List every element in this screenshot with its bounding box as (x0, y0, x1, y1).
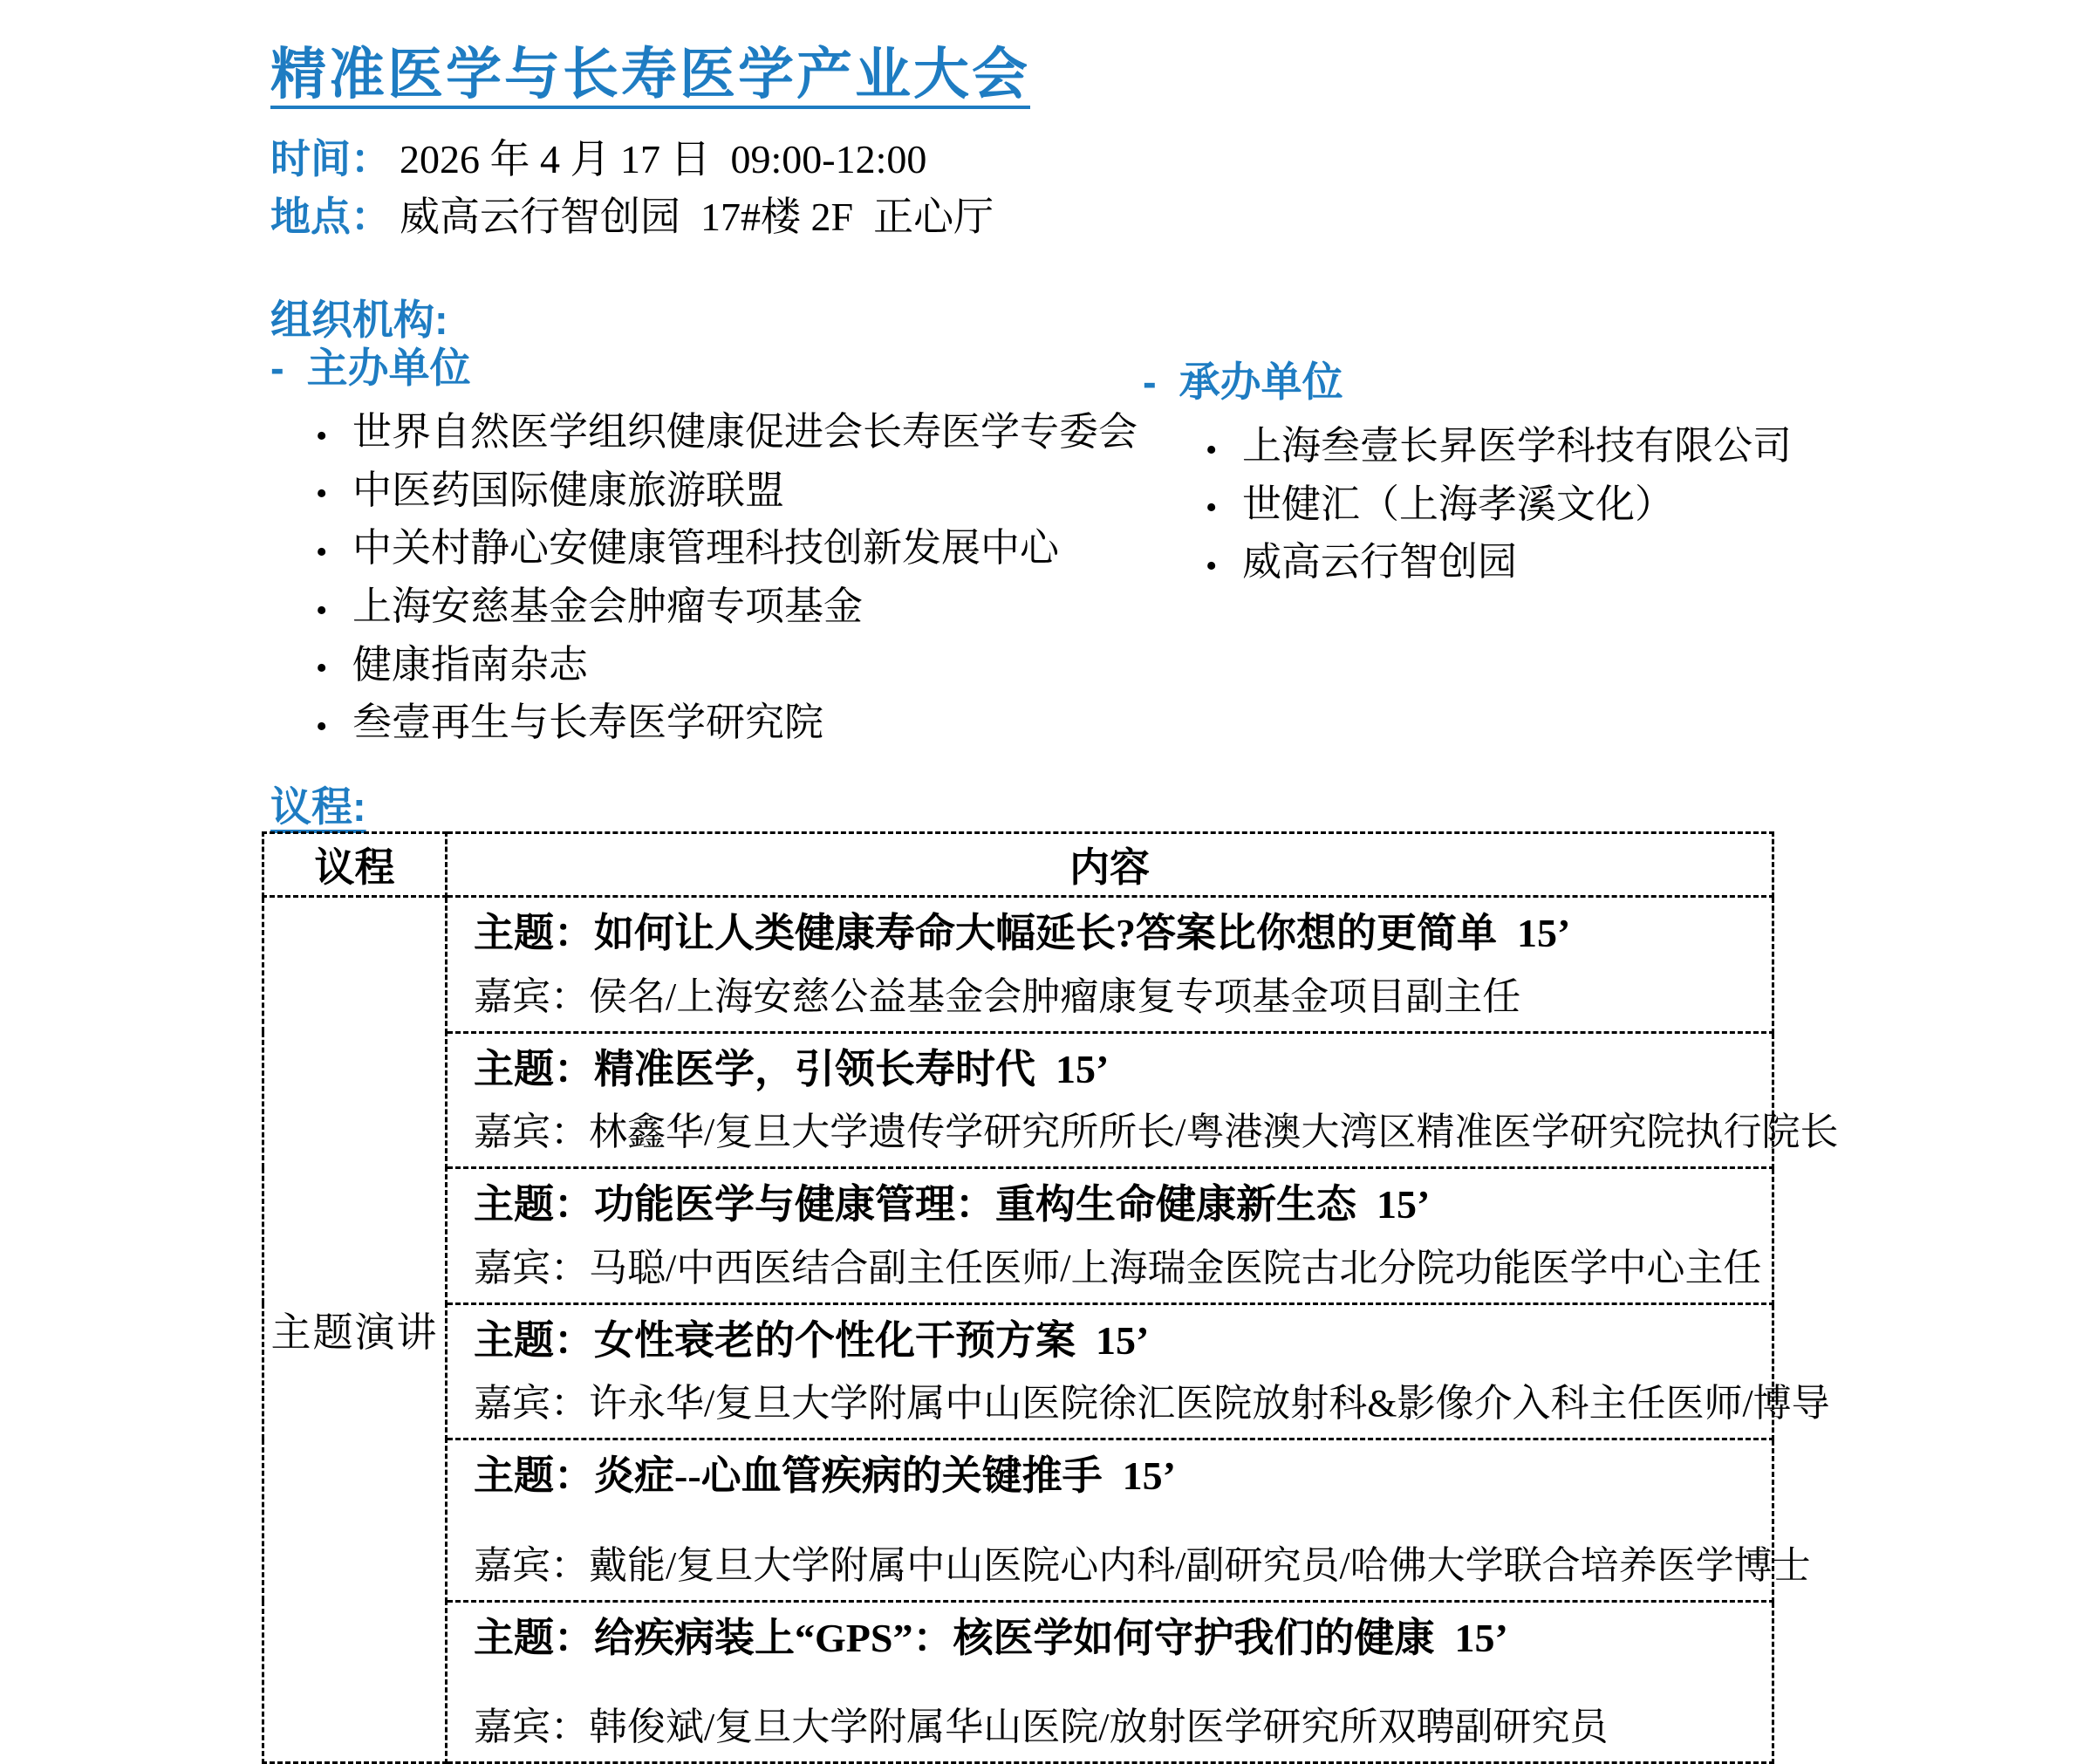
topic-label: 主题： (474, 1453, 594, 1498)
table-row (263, 1601, 1773, 1763)
list-item: • 中关村静心安健康管理科技创新发展中心 (270, 521, 1143, 579)
location-line (270, 185, 994, 243)
list-item: • 上海安慈基金会肿瘤专项基金 (270, 579, 1143, 638)
table-row (263, 1032, 1773, 1168)
location-label: 地点： (270, 194, 391, 239)
list-item: • 健康指南杂志 (270, 638, 1143, 696)
bullet-icon: • (1206, 431, 1218, 468)
topic-line: 主题：女性衰老的个性化干预方案 15’ (474, 1317, 1150, 1363)
list-item: • 威高云行智创园 (1143, 535, 1971, 593)
bullet-icon: • (316, 534, 328, 571)
table-row (263, 1168, 1773, 1304)
time-line (270, 127, 926, 185)
organizer-units-section (1143, 356, 1971, 593)
topic-line: 主题：精准医学，引领长寿时代 15’ (474, 1046, 1110, 1091)
table-row (263, 1303, 1773, 1439)
topic-line: 主题：功能医学与健康管理：重构生命健康新生态 15’ (474, 1182, 1431, 1227)
talk-cell (447, 897, 1773, 1033)
time-label: 时间： (270, 136, 391, 181)
bullet-icon: • (316, 650, 328, 687)
guest-line: 嘉宾：马聪/中西医结合副主任医师/上海瑞金医院古北分院功能医学中心主任 (474, 1246, 1762, 1289)
organization-heading: 组织机构: (270, 297, 448, 343)
guest-label: 嘉宾： (474, 1111, 589, 1153)
talk-cell (447, 1303, 1830, 1439)
bullet-icon: • (316, 708, 328, 746)
talk-cell (447, 1168, 1773, 1304)
topic-label: 主题： (474, 1317, 594, 1363)
table-row (263, 1439, 1773, 1602)
organizer-units-list (1143, 419, 1971, 593)
guest-label: 嘉宾： (474, 1543, 589, 1587)
list-item: • 中医药国际健康旅游联盟 (270, 463, 1143, 522)
list-item: • 世界自然医学组织健康促进会长寿医学专委会 (270, 405, 1143, 463)
bullet-icon: • (316, 475, 328, 513)
guest-label: 嘉宾： (474, 1706, 589, 1748)
guest-line: 嘉宾：林鑫华/复旦大学遗传学研究所所长/粤港澳大湾区精准医学研究院执行院长 (474, 1111, 1839, 1153)
topic-label: 主题： (474, 1182, 594, 1227)
dash-marker: - (1143, 359, 1157, 405)
bullet-icon: • (1206, 548, 1218, 585)
dash-marker: - (270, 345, 284, 391)
header-cell-agenda: 议程 (263, 833, 447, 897)
header-cell-content: 内容 (447, 833, 1773, 897)
list-item: • 上海叁壹长昇医学科技有限公司 (1143, 419, 1971, 477)
time-value: 2026 年 4 月 17 日 09:00-12:00 (400, 137, 927, 181)
agenda-heading: 议程: (270, 783, 366, 830)
host-units-label: - 主办单位 (270, 342, 1143, 394)
bullet-icon: • (316, 417, 328, 455)
topic-line: 主题：炎症--心血管疾病的关键推手 15’ (474, 1453, 1176, 1498)
talk-cell (447, 1601, 1773, 1763)
guest-line: 嘉宾：许永华/复旦大学附属中山医院徐汇医院放射科&影像介入科主任医师/博导 (474, 1382, 1830, 1425)
talk-cell (447, 1032, 1839, 1168)
bullet-icon: • (316, 591, 328, 629)
topic-label: 主题： (474, 1046, 594, 1091)
organizer-units-label: - 承办单位 (1143, 356, 1971, 408)
topic-line: 主题：如何让人类健康寿命大幅延长?答案比你想的更简单 15’ (474, 911, 1571, 955)
bullet-icon: • (1206, 489, 1218, 527)
list-item: • 叁壹再生与长寿医学研究院 (270, 695, 1143, 754)
host-units-list (270, 405, 1143, 754)
guest-label: 嘉宾： (474, 974, 589, 1018)
host-units-section (270, 342, 1143, 754)
page-title: 精准医学与长寿医学产业大会 (270, 44, 1030, 106)
guest-line: 嘉宾：韩俊斌/复旦大学附属华山医院/放射医学研究所双聘副研究员 (474, 1706, 1609, 1748)
topic-label: 主题： (474, 911, 594, 955)
talk-cell (447, 1439, 1811, 1602)
guest-label: 嘉宾： (474, 1382, 589, 1425)
guest-line: 嘉宾：侯名/上海安慈公益基金会肿瘤康复专项基金项目副主任 (474, 974, 1521, 1018)
location-value: 威高云行智创园 17#楼 2F 正心厅 (400, 195, 994, 239)
topic-label: 主题： (474, 1615, 594, 1660)
table-row (263, 897, 1773, 1033)
session-label-cell: 主题演讲 (263, 897, 447, 1763)
guest-line: 嘉宾：戴能/复旦大学附属中山医院心内科/副研究员/哈佛大学联合培养医学博士 (474, 1543, 1811, 1587)
list-item: • 世健汇（上海孝溪文化） (1143, 477, 1971, 536)
topic-line: 主题：给疾病装上“GPS”：核医学如何守护我们的健康 15’ (474, 1615, 1508, 1660)
agenda-table (262, 831, 1839, 1764)
table-header-row (263, 833, 1773, 897)
guest-label: 嘉宾： (474, 1246, 589, 1289)
